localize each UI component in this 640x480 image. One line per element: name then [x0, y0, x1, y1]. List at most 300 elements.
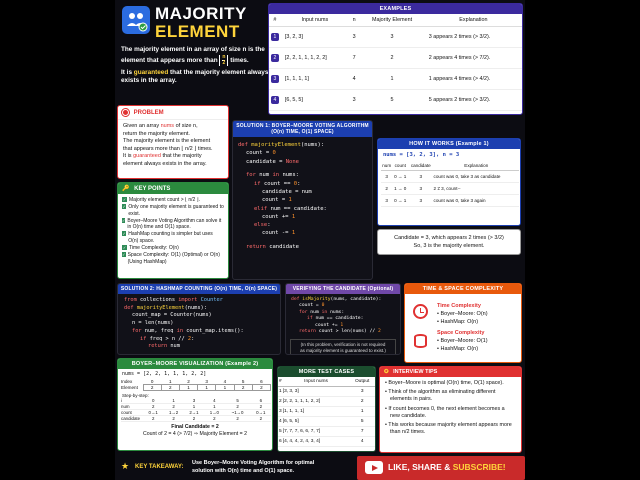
key-icon: 🔑 [122, 186, 130, 192]
examples-cell: 5 [390, 97, 394, 103]
intro-p2b: that the majority element always exists in the array. [121, 68, 269, 84]
code-token: num [310, 309, 322, 315]
code-line [124, 297, 274, 305]
how-cell: 1 → 0 [394, 186, 407, 191]
viz-step-cell: 2→1 [189, 410, 199, 415]
problem-body [118, 120, 228, 171]
code-line [291, 329, 395, 335]
people-icon [122, 6, 150, 34]
how-nums-line: nums = [3, 2, 3], n = 3 [383, 152, 460, 158]
code-line [124, 305, 274, 313]
viz-element: 1 [198, 385, 216, 391]
code-line [124, 343, 274, 351]
complexity-item-text: HashMap: O(n) [440, 319, 479, 325]
youtube-icon [365, 461, 383, 474]
examples-cell: [1, 1, 1, 1] [284, 76, 309, 82]
viz-index: 4 [223, 379, 227, 384]
how-cell: count was 0, take 3 again [433, 198, 486, 203]
viz-step-cell: 1 [213, 404, 216, 409]
complexity-item: • Boyer–Moore: O(n) [437, 311, 488, 317]
viz-step-cell: 2 [213, 416, 216, 421]
code-token: nums: [282, 172, 299, 179]
code-line [238, 196, 367, 204]
problem-line: that the majority [162, 153, 202, 160]
code-line [238, 171, 367, 179]
code-token: 0 [321, 303, 325, 309]
viz-step-cell: 2 [151, 404, 155, 409]
more-tests-cell: [4, 4, 4, 2, 4, 3, 4] [282, 439, 321, 444]
interview-tip-text: If count becomes 0, the next element becomes a new candidate. [388, 405, 505, 419]
row-number-badge: 1 [271, 33, 279, 41]
subscribe-text [388, 462, 506, 472]
viz-step-cell: 2 [192, 416, 196, 421]
examples-header-row [269, 14, 522, 27]
viz-element-label: Element [121, 385, 138, 390]
code-token: if [140, 335, 150, 342]
code-token: Counter [200, 297, 223, 303]
code-token: candidate = num [262, 188, 312, 195]
viz-index: 6 [260, 379, 263, 384]
more-tests-cell: [2, 2, 1, 1, 1, 2, 2] [282, 399, 321, 404]
examples-cell: 4 [352, 76, 356, 82]
viz-final [118, 424, 272, 438]
code-token: 2 [378, 329, 381, 335]
target-icon [122, 109, 129, 116]
star-icon: ★ [121, 461, 130, 471]
key-point-item [122, 218, 224, 231]
examples-cell: 2 [390, 55, 394, 61]
examples-col-header: n [349, 14, 359, 27]
verify-note [290, 339, 396, 355]
code-token: nums: [330, 309, 345, 315]
interview-tip-item: • Boyer–Moore is optimal (O(n) time, O(1) space). [385, 380, 504, 386]
code-token: 1 [288, 197, 292, 204]
examples-row [269, 90, 522, 111]
code-token: count_map = Counter(nums) [132, 312, 212, 319]
code-token: collections [139, 297, 179, 303]
code-token: in [176, 327, 187, 334]
more-tests-cell: 1 [279, 389, 282, 394]
more-tests-row [278, 407, 375, 417]
viz-final-line2: Count of 2 = 4 (> 7/2) ⇒ Majority Element = 2 [143, 431, 247, 437]
complexity-item-text: Boyer–Moore: O(1) [440, 338, 488, 344]
floor-fraction [219, 55, 228, 66]
viz-nums-line: nums = [2, 2, 1, 1, 1, 2, 2] [122, 371, 207, 377]
more-tests-row [278, 397, 375, 407]
verify-note-line2: as majority element is guaranteed to exist.) [300, 348, 386, 354]
viz-step-cell: 0→1 [148, 410, 158, 415]
problem-line: The majority element is the element [123, 138, 211, 145]
fraction-denominator: 2 [222, 59, 226, 66]
problem-line: return the majority element. [123, 130, 190, 137]
viz-element: 2 [252, 385, 270, 391]
viz-final-line1: Final Candidate = 2 [171, 424, 219, 430]
more-tests-cell: 2 [279, 399, 282, 404]
takeaway-text1: Use Boyer–Moore Voting Algorithm for optimal [192, 460, 315, 466]
more-tests-row [278, 427, 375, 437]
code-token: import [178, 297, 201, 303]
viz-index-label: Index [121, 379, 133, 385]
code-token: count += [315, 322, 341, 328]
more-tests-col-header: # [279, 379, 282, 384]
key-point-text: Space Complexity: O(1) (Optimal) or O(n) (Using HashMap) [127, 252, 220, 265]
checkmark-icon: ✓ [122, 197, 127, 202]
key-points-title: KEY POINTS [134, 186, 171, 192]
viz-element: 1 [179, 385, 197, 391]
more-tests-col-header: Output [354, 379, 370, 384]
code-token: return [299, 329, 319, 335]
code-token: n = len(nums) [132, 320, 174, 327]
key-point-item [122, 245, 224, 251]
how-cell: 3 [419, 174, 423, 179]
examples-row [269, 69, 522, 90]
code-token: else [254, 222, 268, 229]
more-tests-cell: 7 [360, 429, 364, 434]
code-line [124, 320, 274, 328]
how-cell: 0 → 1 [394, 174, 407, 179]
intro-guaranteed: guaranteed [133, 68, 169, 76]
interview-tip-text: This works because majority element appears more than n/2 times. [388, 422, 512, 436]
examples-cell: [2, 2, 1, 1, 1, 2, 2] [284, 55, 327, 61]
examples-cell: 3 [352, 34, 356, 40]
viz-step-cell: 1→0 [209, 410, 219, 415]
intro-p1b: times. [230, 56, 249, 64]
examples-cell: 7 [352, 55, 356, 61]
solution1-code [233, 137, 372, 256]
how-cell: count was 0, take 3 as candidate [433, 174, 501, 179]
more-tests-cell: 6 [279, 439, 282, 444]
code-line [124, 312, 274, 320]
code-token: count > len(nums) // [318, 329, 379, 335]
examples-cell: 1 [390, 76, 394, 82]
takeaway-text2: solution with O(n) time and O(1) space. [192, 467, 295, 474]
code-token: candidate [269, 244, 299, 251]
interview-tip-text: Think of the algorithm as eliminating different elements in pairs. [388, 389, 496, 403]
viz-step-cell: 2 [259, 416, 263, 421]
code-token: count = [299, 303, 322, 309]
checkmark-icon: ✓ [122, 252, 126, 258]
code-line [124, 328, 274, 336]
viz-step-cell: i [121, 398, 122, 403]
key-point-text: HashMap counting is simpler but uses O(n) space. [128, 231, 213, 244]
how-row [381, 183, 519, 195]
code-token: num == candidate: [270, 205, 327, 212]
more-tests-card [277, 366, 376, 452]
code-token: for [299, 309, 311, 315]
code-token: num [170, 343, 180, 350]
code-token: in [321, 309, 331, 315]
how-cell: 3 [419, 186, 423, 191]
more-tests-row [278, 417, 375, 427]
verify-header: VERIFYING THE CANDIDATE (Optional) [286, 284, 400, 294]
problem-line: Given an array [123, 123, 160, 130]
code-token: num == candidate: [315, 316, 364, 322]
complexity-header: TIME & SPACE COMPLEXITY [405, 284, 521, 294]
complexity-card [404, 283, 522, 363]
code-token: in [272, 172, 283, 179]
key-point-item [122, 252, 224, 265]
interview-tips-list [380, 377, 521, 441]
code-token: isMajority [302, 297, 331, 302]
viz-step-cell: 1 [192, 404, 196, 409]
examples-cell [269, 69, 281, 90]
checkmark-icon: ✓ [122, 204, 126, 210]
code-token: count_map.items(): [186, 327, 244, 334]
row-number-badge: 4 [271, 96, 279, 104]
fraction-numerator: n [222, 53, 226, 60]
key-point-text: Time Complexity: O(n) [129, 245, 179, 252]
examples-cell [269, 48, 281, 69]
examples-col-header: # [269, 14, 281, 27]
viz-step-cell: 6 [259, 398, 263, 403]
verify-code [286, 294, 400, 338]
visualization-card [117, 358, 273, 451]
more-tests-cell: 5 [279, 429, 282, 434]
viz-index: 5 [241, 379, 245, 384]
problem-line: element always exists in the array. [123, 160, 207, 167]
code-token: (nums): [184, 304, 207, 311]
code-token: (nums): [300, 142, 325, 148]
more-tests-cell: 2 [360, 399, 364, 404]
code-token: 1 [291, 213, 296, 220]
result-card [377, 229, 521, 255]
problem-nums-highlight: nums [160, 123, 175, 130]
examples-cell: [6, 5, 5] [284, 97, 303, 103]
more-tests-header: MORE TEST CASES [278, 367, 375, 377]
code-token: 1 [291, 230, 296, 237]
page-title-line1: MAJORITY [155, 4, 247, 23]
viz-step-label: Step-by-step: [122, 393, 149, 398]
code-token: : [297, 180, 301, 187]
key-point-item [122, 204, 224, 217]
key-points-list [118, 194, 228, 269]
code-token: count = [246, 150, 273, 157]
key-points-card [117, 182, 229, 279]
examples-header: EXAMPLES [269, 4, 522, 14]
how-it-works-header: HOW IT WORKS (Example 1) [378, 139, 520, 149]
viz-element: 2 [161, 385, 179, 391]
code-token: freq > n // [149, 335, 188, 342]
code-token: def [124, 304, 137, 311]
code-token: num [259, 172, 273, 179]
viz-step-table [121, 398, 271, 422]
code-line [238, 205, 367, 213]
problem-header [118, 106, 228, 120]
examples-card [268, 3, 523, 115]
checkmark-icon: ✓ [122, 217, 126, 223]
viz-index: 2 [187, 379, 190, 384]
more-tests-cell: 3 [279, 409, 282, 414]
how-row [381, 171, 519, 183]
code-line [238, 213, 367, 221]
code-token: if [254, 180, 264, 187]
code-token: return [148, 343, 171, 350]
viz-array-table [121, 379, 271, 391]
problem-card [117, 105, 229, 179]
code-token: def [238, 142, 252, 148]
examples-row [269, 48, 522, 69]
solution2-code [118, 294, 280, 354]
viz-step-cell: 0 [151, 398, 155, 403]
subscribe-text-b: SUBSCRIBE! [452, 462, 506, 472]
viz-step-cell: 2 [259, 404, 263, 409]
code-token: : [267, 222, 271, 229]
checkmark-icon: ✓ [122, 245, 127, 251]
logo-badge [122, 6, 150, 34]
more-tests-row [278, 437, 375, 447]
viz-step-cell: 2 [236, 404, 239, 409]
examples-cell [269, 90, 281, 111]
viz-step-cell: 2 [172, 404, 175, 409]
more-tests-cell: [6, 5, 5] [282, 419, 299, 424]
examples-table [269, 14, 522, 111]
examples-col-header: Majority Element [359, 14, 424, 27]
problem-line: of size n, [175, 123, 198, 130]
viz-element: 2 [143, 385, 161, 391]
interview-tip-item: • Think of the algorithm as eliminating different elements in pairs. [385, 389, 496, 403]
complexity-item: • HashMap: O(n) [437, 319, 479, 325]
more-tests-cell: 5 [360, 419, 364, 424]
viz-step-cell: num [121, 404, 130, 409]
code-token: majorityElement [136, 304, 185, 311]
key-point-text: Only one majority element is guaranteed to exist. [128, 204, 224, 217]
complexity-item-text: Boyer–Moore: O(n) [440, 311, 488, 317]
database-icon [414, 334, 427, 348]
viz-step-cell: count [121, 410, 132, 415]
viz-index: 0 [150, 379, 154, 384]
examples-col-header: Explanation [425, 14, 522, 27]
problem-line: It is [123, 153, 132, 160]
viz-element-row [121, 385, 271, 391]
viz-step-cell: 4 [213, 398, 216, 403]
row-number-badge: 3 [271, 75, 279, 83]
viz-step-row [121, 416, 271, 422]
more-tests-cell: [7, 7, 7, 6, 6, 7, 7] [282, 429, 321, 434]
code-token: elif [254, 205, 271, 212]
code-token: 0 [272, 150, 276, 157]
result-line2: So, 3 is the majority element. [413, 243, 485, 249]
interview-tips-card [379, 366, 522, 453]
more-tests-cell: 1 [360, 409, 364, 414]
solution1-header: SOLUTION 1: BOYER–MOORE VOTING ALGORITHM (O(n) TIME, O(1) SPACE) [233, 121, 372, 137]
code-token: None [285, 158, 299, 165]
intro-text [121, 46, 271, 86]
viz-step-cell: ~1→0 [231, 410, 244, 415]
how-it-works-card [377, 138, 521, 226]
complexity-item: • HashMap: O(n) [437, 346, 479, 352]
how-cell: 3 [419, 198, 423, 203]
code-line [238, 141, 367, 149]
viz-step-cell: 2 [151, 416, 155, 421]
code-token: for [132, 327, 145, 334]
infographic-page [115, 0, 525, 480]
viz-step-cell: candidate [121, 416, 141, 421]
subscribe-banner[interactable] [357, 456, 525, 480]
more-tests-header-row [278, 377, 375, 387]
code-token: num, freq [144, 327, 177, 334]
more-tests-cell: [1, 1, 1, 1] [282, 409, 305, 414]
examples-cell: 3 appears 2 times (> 3/2). [428, 34, 491, 40]
intro-p2a: It is [121, 68, 133, 76]
code-line [238, 180, 367, 188]
how-col-header: Explanation [464, 163, 489, 168]
viz-step-cell: 5 [236, 398, 239, 403]
intro-p1a: The majority element in an array of size n is the element that appears more than [121, 46, 265, 64]
complexity-item-text: HashMap: O(n) [440, 346, 479, 352]
examples-row [269, 27, 522, 48]
how-row [381, 195, 519, 207]
code-line [238, 149, 367, 157]
more-tests-row [278, 387, 375, 397]
examples-cell: 3 [352, 97, 356, 103]
page-title-line2: ELEMENT [155, 22, 240, 41]
examples-cell: 1 appears 4 times (> 4/2). [428, 76, 491, 82]
space-complexity-title: Space Complexity [437, 330, 485, 336]
code-token: for [246, 172, 260, 179]
viz-step-cell: 1→2 [168, 410, 179, 415]
code-token: 1 [340, 322, 344, 328]
more-tests-cell: 4 [360, 439, 364, 444]
how-cell: 2 ≠ 3, count-- [433, 186, 461, 191]
code-line [238, 158, 367, 166]
more-tests-cell: 4 [279, 419, 282, 424]
code-token: : [191, 335, 195, 342]
code-token: def [291, 297, 303, 302]
key-point-item [122, 197, 224, 203]
complexity-item: • Boyer–Moore: O(1) [437, 338, 488, 344]
examples-cell: 5 appears 2 times (> 3/2). [428, 97, 491, 103]
more-tests-col-header: Input nums [304, 379, 328, 384]
code-token: count += [262, 213, 292, 220]
viz-step-cell: 1 [172, 398, 175, 403]
code-token: 0 [293, 180, 298, 187]
code-token: 2 [187, 335, 192, 342]
verify-note-line1: (In this problem, verification is not required [300, 342, 386, 348]
viz-index: 1 [169, 379, 172, 384]
viz-step-cell: 3 [192, 398, 196, 403]
problem-guaranteed-highlight: guaranteed [133, 153, 161, 160]
code-line [238, 243, 367, 251]
code-token: count = [262, 197, 289, 204]
solution2-card [117, 283, 281, 355]
viz-step-cell: 2 [172, 416, 175, 421]
solution1-card [232, 120, 373, 280]
checkmark-icon: ✓ [122, 231, 126, 237]
clock-icon [413, 304, 428, 319]
code-line [238, 229, 367, 237]
code-token: return [246, 244, 270, 251]
takeaway-bar [115, 456, 355, 480]
row-number-badge: 2 [271, 54, 279, 62]
problem-line: that appears more than ⌊ n/2 ⌋ times. [123, 145, 213, 152]
viz-element: 2 [234, 385, 252, 391]
key-point-item [122, 231, 224, 244]
how-cell: 2 [385, 186, 388, 191]
interview-tips-title: INTERVIEW TIPS [393, 369, 438, 375]
code-token: candidate = [246, 158, 286, 165]
more-tests-table [278, 377, 375, 447]
how-cell: 0 → 1 [394, 198, 407, 203]
how-cell: 3 [385, 198, 388, 203]
time-complexity-title: Time Complexity [437, 303, 481, 309]
code-token: majorityElement [251, 142, 301, 148]
code-token: if [307, 316, 316, 322]
takeaway-label: KEY TAKEAWAY: [135, 464, 184, 470]
viz-element: 1 [216, 385, 234, 391]
key-points-header [118, 183, 228, 194]
subscribe-text-a: LIKE, SHARE & [388, 462, 453, 472]
examples-cell: 3 [390, 34, 394, 40]
